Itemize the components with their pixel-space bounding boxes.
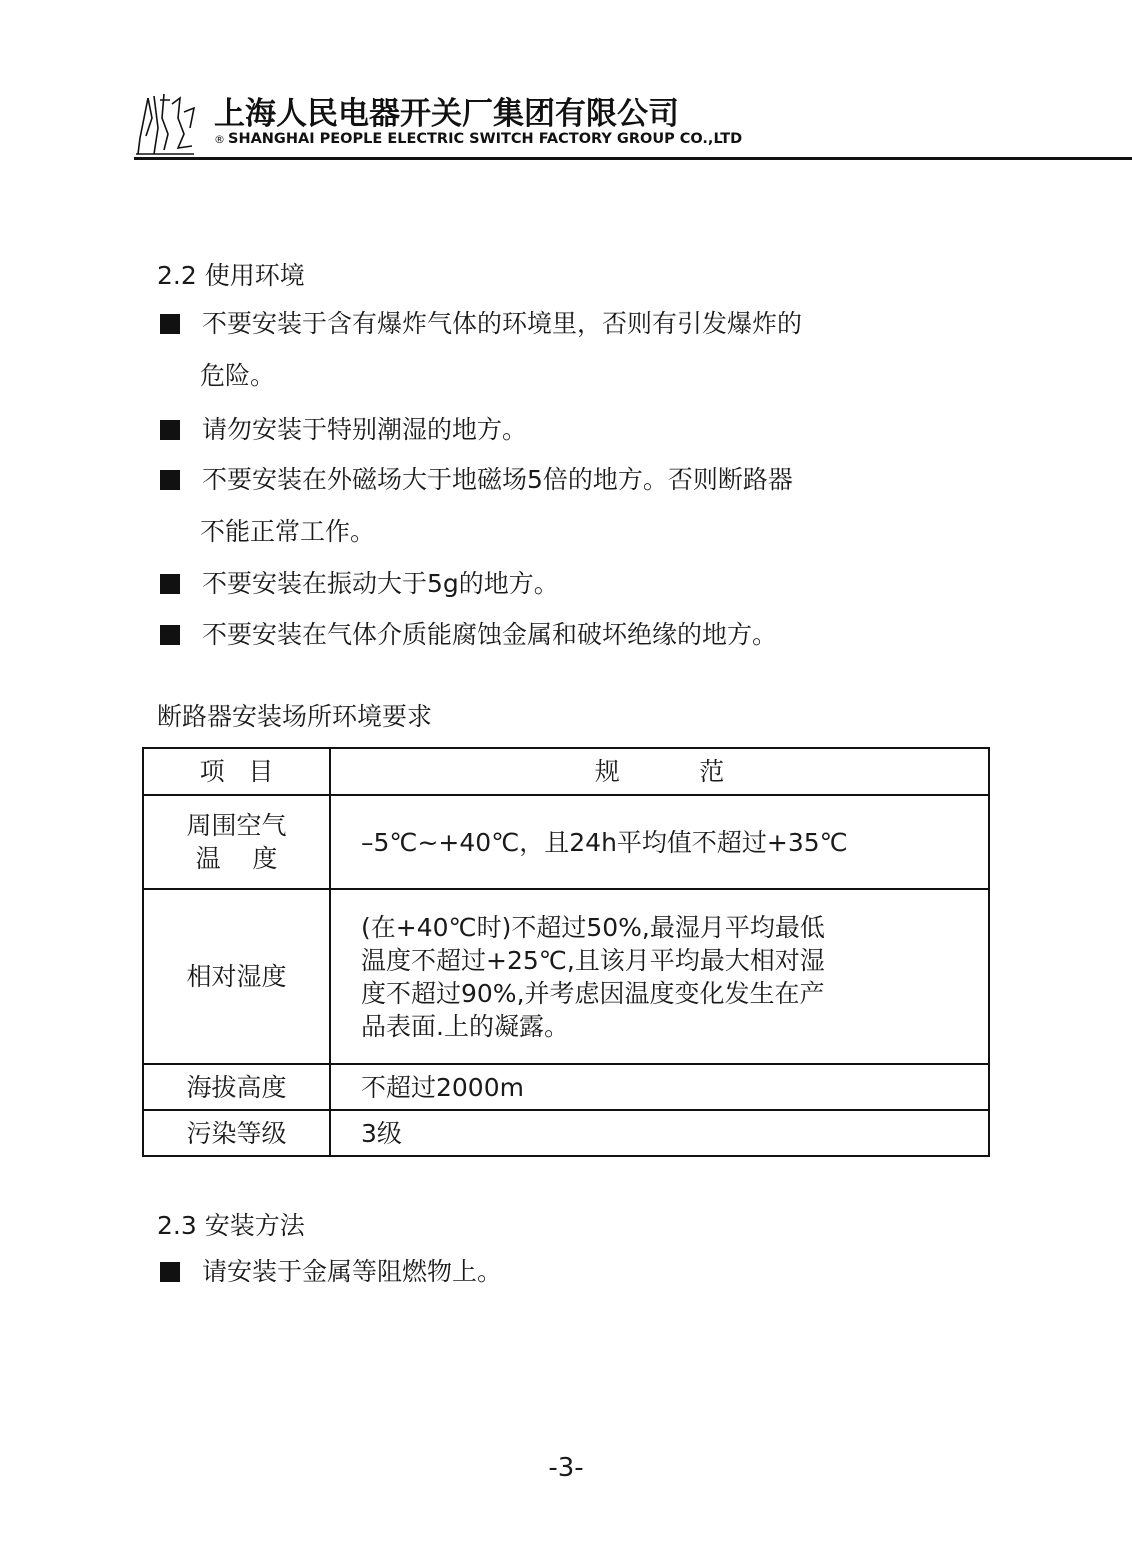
bullet-square-icon xyxy=(160,1262,180,1282)
table-row xyxy=(143,889,989,1064)
company-name-en xyxy=(214,131,742,147)
row-spec-line: (在+40℃时)不超过50%,最湿月平均最低 xyxy=(361,912,825,942)
list-item xyxy=(160,1246,502,1298)
row-spec-temperature: –5℃~+40℃，且24h平均值不超过+35℃ xyxy=(330,795,989,889)
row-item-line: 周围空气 xyxy=(186,811,287,840)
bullet-square-icon xyxy=(160,470,180,490)
bullet-text-continued: 危险。 xyxy=(200,361,276,390)
bullet-square-icon xyxy=(160,420,180,440)
table-caption: 断路器安装场所环境要求 xyxy=(157,702,433,731)
bullet-text: 不要安装在气体介质能腐蚀金属和破坏绝缘的地方。 xyxy=(202,620,778,649)
column-header-spec: 规 范 xyxy=(330,748,989,795)
list-item xyxy=(160,298,802,402)
company-name-cn: 上海人民电器开关厂集团有限公司 xyxy=(214,96,679,132)
column-header-item: 项 目 xyxy=(143,748,330,795)
section-2-2-title: 2.2 使用环境 xyxy=(157,261,305,290)
table-header-row xyxy=(143,748,989,795)
list-item xyxy=(160,454,793,558)
row-spec-humidity xyxy=(330,889,989,1064)
page-header xyxy=(134,84,1132,160)
row-item-altitude: 海拔高度 xyxy=(143,1064,330,1110)
row-item-temperature xyxy=(143,795,330,889)
bullet-text-continued: 不能正常工作。 xyxy=(200,517,376,546)
row-spec-line: 温度不超过+25℃,且该月平均最大相对湿 xyxy=(361,945,825,975)
row-item-line: 温 度 xyxy=(195,844,278,873)
company-logo-icon xyxy=(134,88,208,156)
environment-requirements-table xyxy=(142,747,990,1157)
bullet-square-icon xyxy=(160,574,180,594)
row-spec-line: 品表面.上的凝露。 xyxy=(361,1011,569,1041)
bullet-text: 不要安装于含有爆炸气体的环境里，否则有引发爆炸的 xyxy=(202,309,803,338)
list-item xyxy=(160,609,777,661)
row-spec-line: 度不超过90%,并考虑因温度变化发生在产 xyxy=(361,978,825,1008)
bullet-square-icon xyxy=(160,625,180,645)
list-item xyxy=(160,404,527,456)
registered-mark: ® xyxy=(214,133,225,146)
table-row xyxy=(143,1110,989,1156)
row-item-humidity: 相对湿度 xyxy=(143,889,330,1064)
page-number: -3- xyxy=(548,1453,584,1483)
bullet-text: 请安装于金属等阻燃物上。 xyxy=(202,1257,503,1286)
company-name-en-text: SHANGHAI PEOPLE ELECTRIC SWITCH FACTORY GROUP CO.,LTD xyxy=(228,131,743,147)
bullet-text: 不要安装在外磁场大于地磁场5倍的地方。否则断路器 xyxy=(202,465,793,494)
bullet-square-icon xyxy=(160,314,180,334)
table-row xyxy=(143,795,989,889)
row-item-pollution: 污染等级 xyxy=(143,1110,330,1156)
list-item xyxy=(160,558,559,610)
bullet-text: 不要安装在振动大于5g的地方。 xyxy=(202,569,559,598)
row-spec-pollution: 3级 xyxy=(330,1110,989,1156)
section-2-3-title: 2.3 安装方法 xyxy=(157,1211,305,1240)
header-divider xyxy=(134,157,1132,160)
bullet-text: 请勿安装于特别潮湿的地方。 xyxy=(202,415,528,444)
table-row xyxy=(143,1064,989,1110)
row-spec-altitude: 不超过2000m xyxy=(330,1064,989,1110)
